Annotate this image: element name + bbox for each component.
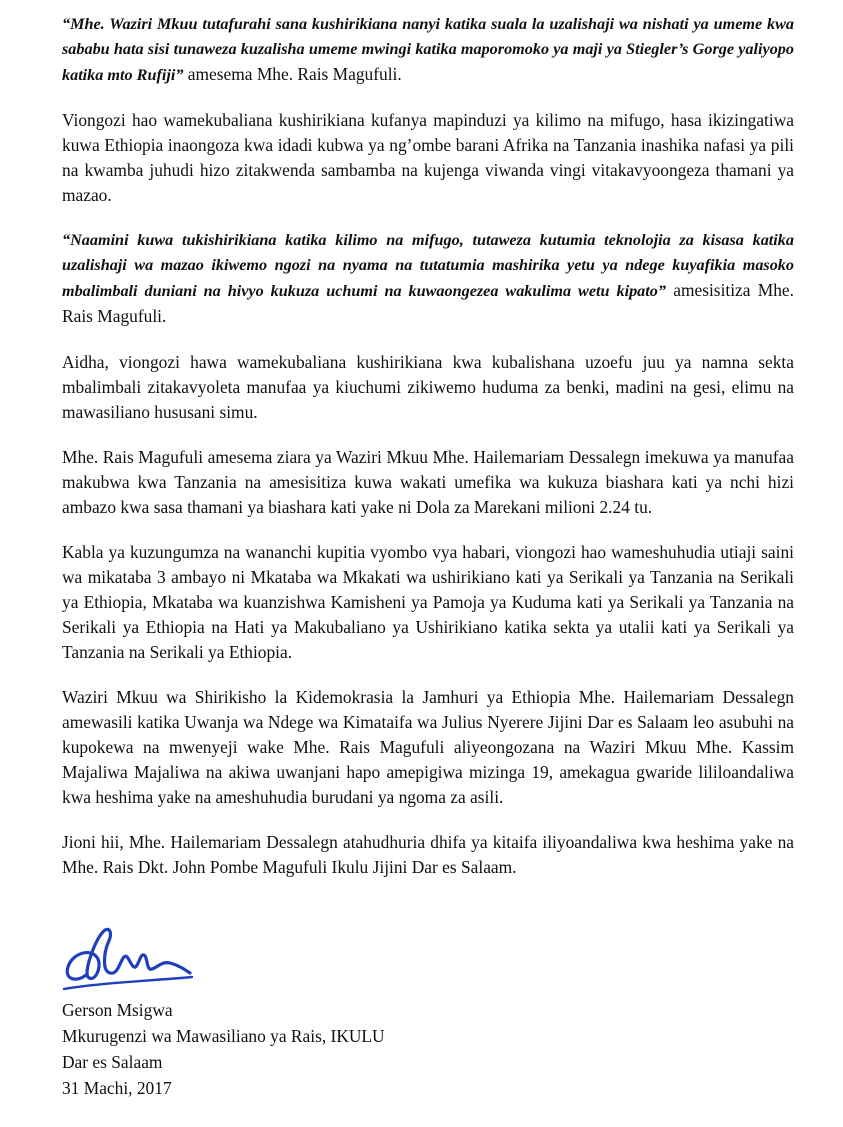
- release-date: 31 Machi, 2017: [62, 1078, 172, 1098]
- handwritten-signature-icon: [58, 913, 198, 1003]
- paragraph-2: Aidha, viongozi hawa wamekubaliana kushirikiana kwa kubalishana uzoefu juu ya namna sekta mbalimbali zitakavyoleta manufaa ya kiuchumi zikiwemo huduma za benki, madini na gesi, elimu na mawasiliano hususani simu.: [62, 352, 794, 422]
- quote-paragraph-2: [62, 228, 794, 330]
- signatory-title: Mkurugenzi wa Mawasiliano ya Rais, IKULU: [62, 1026, 385, 1046]
- paragraph-5: Waziri Mkuu wa Shirikisho la Kidemokrasia la Jamhuri ya Ethiopia Mhe. Hailemariam Dessalegn amewasili katika Uwanja wa Ndege wa Kimataifa wa Julius Nyerere Jijini Dar es Salaam leo asubuhi na kupokewa na mwenyeji wake Mhe. Rais Magufuli aliyeongozana na Waziri Mkuu Mhe. Kassim Majaliwa Majaliwa na akiwa uwanjani hapo amepigiwa mizinga 19, amekagua gwaride lililoandaliwa kwa heshima yake na ameshuhudia burudani ya ngoma za asili.: [62, 687, 794, 807]
- paragraph-1: Viongozi hao wamekubaliana kushirikiana kufanya mapinduzi ya kilimo na mifugo, hasa ikizingatiwa kuwa Ethiopia inaongoza kwa idadi kubwa ya ng’ombe barani Afrika na Tanzania inashika nafasi ya pili na kwamba juhudi hizo zitakwenda sambamba na kujenga viwanda vingi vitakavyoongeza thamani ya mazao.: [62, 110, 794, 205]
- paragraph-3: Mhe. Rais Magufuli amesema ziara ya Waziri Mkuu Mhe. Hailemariam Dessalegn imekuwa ya manufaa makubwa kwa Tanzania na amesisitiza kuwa wakati umefika wa kukuza biashara kati ya nchi hizi ambazo kwa sasa thamani ya biashara kati yake ni Dola za Marekani milioni 2.24 tu.: [62, 447, 794, 517]
- signatory-place: Dar es Salaam: [62, 1052, 163, 1072]
- signatory-name: Gerson Msigwa: [62, 1000, 173, 1020]
- quote-1-text: “Mhe. Waziri Mkuu tutafurahi sana kushirikiana nanyi katika suala la uzalishaji wa nishati ya umeme kwa sababu hata sisi tunaweza kuzalisha umeme mwingi katika maporomoko ya maji ya Stiegler’s Gorge yaliyopo katika mto Rufiji”: [62, 15, 794, 84]
- signature-stroke: [67, 929, 190, 979]
- signature-lines: [62, 997, 385, 1101]
- quote-1-attribution: amesema Mhe. Rais Magufuli.: [183, 64, 402, 84]
- paragraph-6: Jioni hii, Mhe. Hailemariam Dessalegn atahudhuria dhifa ya kitaifa iliyoandaliwa kwa heshima yake na Mhe. Rais Dkt. John Pombe Magufuli Ikulu Jijini Dar es Salaam.: [62, 832, 794, 877]
- quote-paragraph-1: [62, 12, 794, 88]
- signature-block: [62, 913, 482, 1103]
- quote-2-text: “Naamini kuwa tukishirikiana katika kilimo na mifugo, tutaweza kutumia teknolojia za kisasa katika uzalishaji wa mazao ikiwemo ngozi na nyama na tutatumia mashirika yetu ya ndege kuyafikia masoko mbalimbali duniani na hivyo kukuza uchumi na kuwaongezea wakulima wetu kipato”: [62, 231, 794, 300]
- quote-2-attribution: amesisitiza Mhe. Rais Magufuli.: [62, 280, 794, 326]
- paragraph-4: Kabla ya kuzungumza na wananchi kupitia vyombo vya habari, viongozi hao wameshuhudia utiaji saini wa mikataba 3 ambayo ni Mkataba wa Mkakati wa ushirikiano kati ya Serikali ya Tanzania na Serikali ya Ethiopia, Mkataba wa kuanzishwa Kamisheni ya Pamoja ya Kuduma kati ya Serikali ya Tanzania na Serikali ya Ethiopia na Hati ya Makubaliano ya Ushirikiano katika sekta ya utalii kati ya Serikali ya Tanzania na Serikali ya Ethiopia.: [62, 542, 794, 662]
- press-release-body: [62, 12, 794, 900]
